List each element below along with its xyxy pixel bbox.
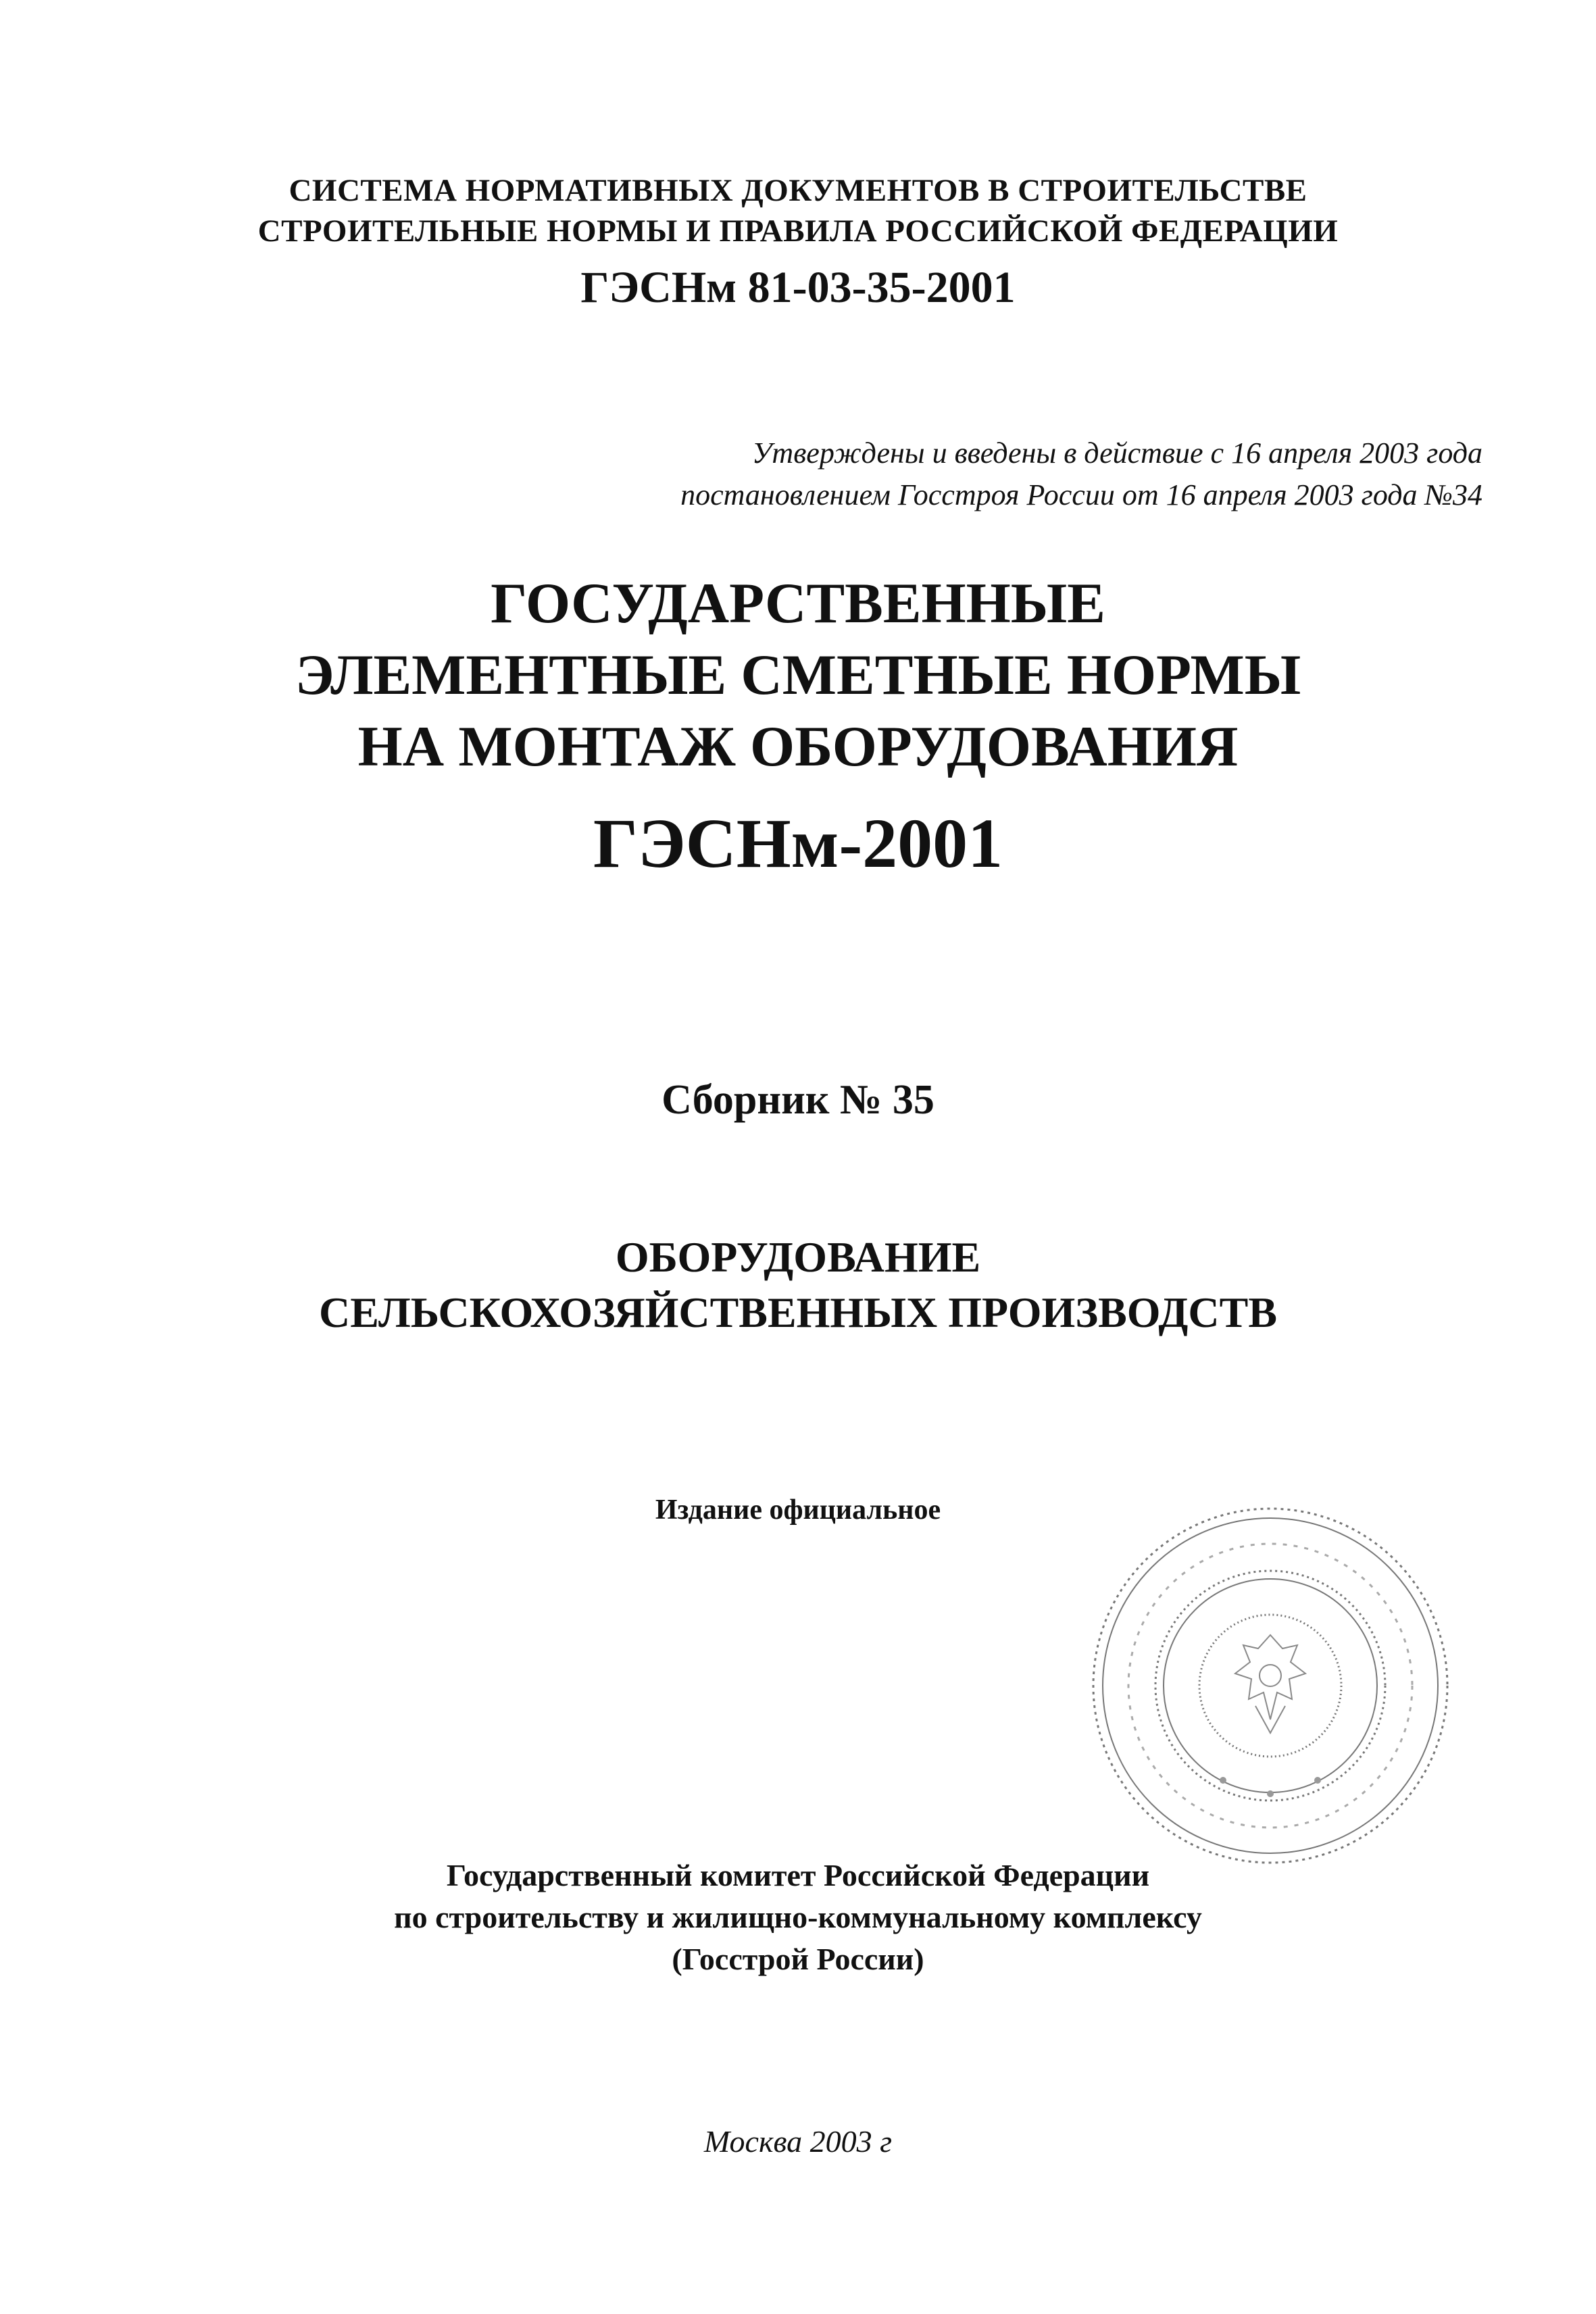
publisher-line-1: Государственный комитет Российской Федерации: [446, 1858, 1150, 1892]
main-code: ГЭСНм-2001: [593, 805, 1003, 882]
edition-label: Издание официальное: [655, 1494, 941, 1526]
publisher-block: [0, 1855, 1596, 1980]
publisher-line-2: по строительству и жилищно-коммунальному комплексу: [394, 1900, 1202, 1934]
collection-title-line-1: ОБОРУДОВАНИЕ: [615, 1233, 981, 1281]
collection-number: Сборник № 35: [662, 1077, 934, 1123]
publisher-line-3: (Госстрой России): [672, 1942, 924, 1976]
collection-title: [0, 1230, 1596, 1340]
main-title: [0, 568, 1596, 782]
approval-note: [680, 432, 1482, 516]
city-year: Москва 2003 г: [703, 2124, 893, 2159]
system-header-line-2: СТРОИТЕЛЬНЫЕ НОРМЫ И ПРАВИЛА РОССИЙСКОЙ ФЕДЕРАЦИИ: [257, 213, 1339, 249]
main-title-line-2: ЭЛЕМЕНТНЫЕ СМЕТНЫЕ НОРМЫ: [295, 643, 1301, 707]
approval-line-1: Утверждены и введены в действие с 16 апреля 2003 года: [751, 436, 1482, 470]
system-header: [0, 170, 1596, 251]
main-title-line-3: НА МОНТАЖ ОБОРУДОВАНИЯ: [357, 715, 1239, 778]
collection-title-line-2: СЕЛЬСКОХОЗЯЙСТВЕННЫХ ПРОИЗВОДСТВ: [318, 1288, 1278, 1336]
document-code: ГЭСНм 81-03-35-2001: [580, 263, 1016, 312]
main-title-line-1: ГОСУДАРСТВЕННЫЕ: [491, 572, 1105, 635]
approval-line-2: постановлением Госстроя России от 16 апреля 2003 года №34: [680, 478, 1482, 511]
system-header-line-1: СИСТЕМА НОРМАТИВНЫХ ДОКУМЕНТОВ В СТРОИТЕЛЬСТВЕ: [289, 173, 1307, 208]
official-seal-icon: [1081, 1496, 1460, 1875]
